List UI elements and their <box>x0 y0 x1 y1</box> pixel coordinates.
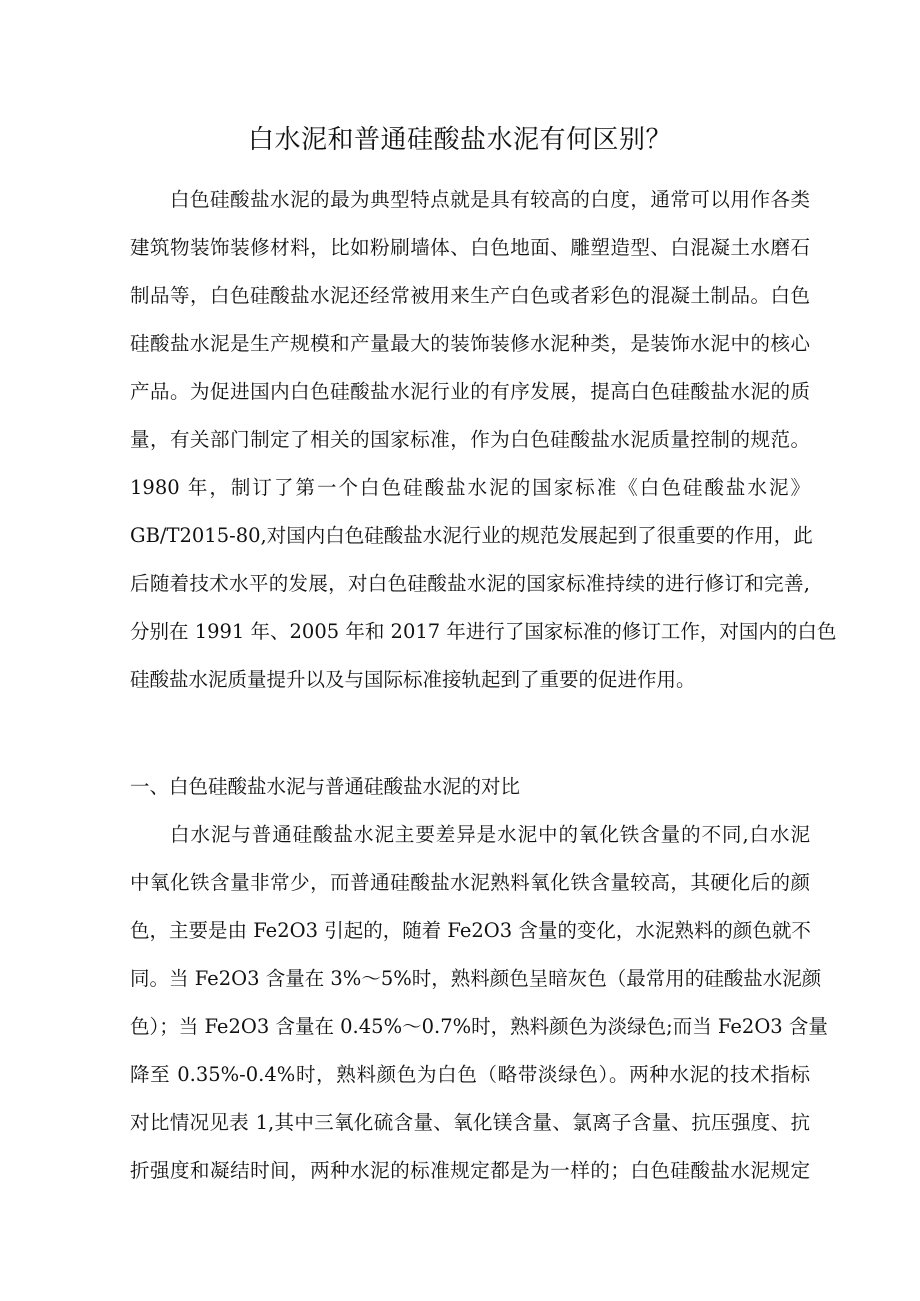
paragraph-line: 色，主要是由 Fe2O3 引起的，随着 Fe2O3 含量的变化，水泥熟料的颜色就不 <box>130 919 811 942</box>
paragraph-line: 对比情况见表 1,其中三氧化硫含量、氧化镁含量、氯离子含量、抗压强度、抗 <box>130 1111 810 1134</box>
paragraph-line: 建筑物装饰装修材料，比如粉刷墙体、白色地面、雕塑造型、白混凝土水磨石 <box>130 236 810 259</box>
paragraph-line: 折强度和凝结时间，两种水泥的标准规定都是为一样的；白色硅酸盐水泥规定 <box>130 1159 810 1182</box>
paragraph-line: 产品。为促进国内白色硅酸盐水泥行业的有序发展，提高白色硅酸盐水泥的质 <box>130 380 810 403</box>
paragraph-line: 白水泥与普通硅酸盐水泥主要差异是水泥中的氧化铁含量的不同,白水泥 <box>170 823 810 846</box>
comparison-paragraph <box>130 811 828 1195</box>
section-heading: 一、白色硅酸盐水泥与普通硅酸盐水泥的对比 <box>130 775 521 798</box>
paragraph-line: 量，有关部门制定了相关的国家标准，作为白色硅酸盐水泥质量控制的规范。 <box>130 428 810 451</box>
paragraph-line: 制品等，白色硅酸盐水泥还经常被用来生产白色或者彩色的混凝土制品。白色 <box>130 284 810 307</box>
paragraph-line: 白色硅酸盐水泥的最为典型特点就是具有较高的白度，通常可以用作各类 <box>170 188 810 211</box>
paragraph-line: 中氧化铁含量非常少，而普通硅酸盐水泥熟料氧化铁含量较高，其硬化后的颜 <box>130 871 810 894</box>
paragraph-line: 后随着技术水平的发展，对白色硅酸盐水泥的国家标准持续的进行修订和完善, <box>130 572 810 595</box>
paragraph-line: 同。当 Fe2O3 含量在 3%～5%时，熟料颜色呈暗灰色（最常用的硅酸盐水泥颜 <box>130 967 822 990</box>
document-title: 白水泥和普通硅酸盐水泥有何区别？ <box>247 125 672 155</box>
paragraph-line: 1980 年，制订了第一个白色硅酸盐水泥的国家标准《白色硅酸盐水泥》 <box>130 476 810 499</box>
paragraph-line: 硅酸盐水泥是生产规模和产量最大的装饰装修水泥种类，是装饰水泥中的核心 <box>130 332 810 355</box>
paragraph-line: 分别在 1991 年、2005 年和 2017 年进行了国家标准的修订工作，对国内的白色 <box>130 620 837 643</box>
paragraph-line: 色）；当 Fe2O3 含量在 0.45%～0.7%时，熟料颜色为淡绿色;而当 Fe2O3 含量 <box>130 1015 828 1038</box>
paragraph-line: GB/T2015-80,对国内白色硅酸盐水泥行业的规范发展起到了很重要的作用，此 <box>130 524 813 547</box>
paragraph-line: 降至 0.35%-0.4%时，熟料颜色为白色（略带淡绿色）。两种水泥的技术指标 <box>130 1063 810 1086</box>
intro-paragraph <box>130 176 837 704</box>
paragraph-line: 硅酸盐水泥质量提升以及与国际标准接轨起到了重要的促进作用。 <box>130 668 696 691</box>
